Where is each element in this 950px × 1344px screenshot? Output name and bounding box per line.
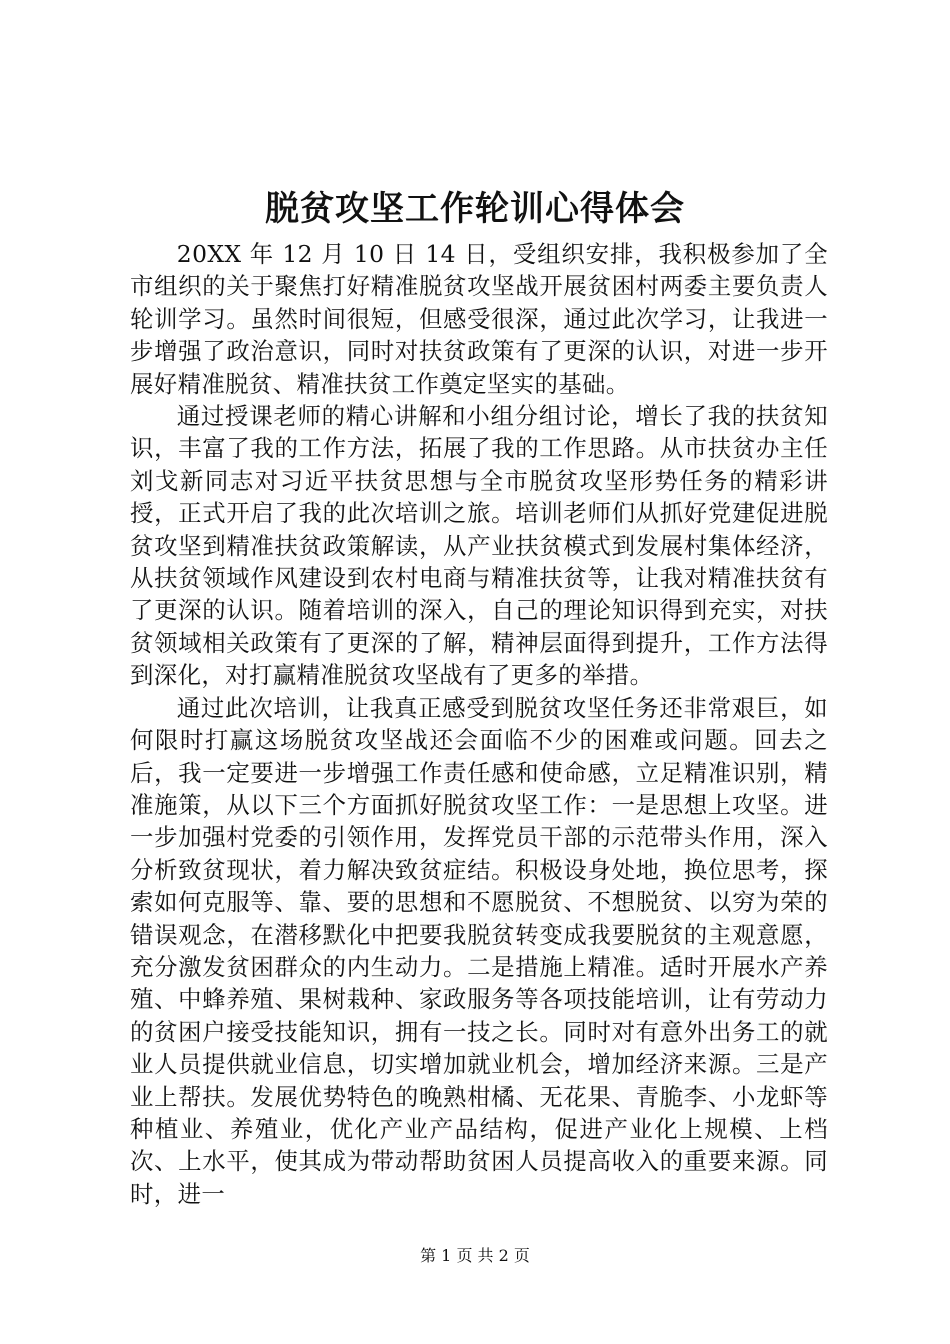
- document-body: [130, 238, 828, 1210]
- paragraph-1: 20XX 年 12 月 10 日 14 日，受组织安排，我积极参加了全市组织的关于聚焦打好精准脱贫攻坚战开展贫困村两委主要负责人轮训学习。虽然时间很短，但感受很深，通过此次学习，让我进一步增强了政治意识，同时对扶贫政策有了更深的认识，对进一步开展好精准脱贫、精准扶贫工作奠定坚实的基础。: [130, 240, 828, 398]
- page-footer: 第 1 页 共 2 页: [420, 1246, 530, 1265]
- paragraph-2: 通过授课老师的精心讲解和小组分组讨论，增长了我的扶贫知识，丰富了我的工作方法，拓展了我的工作思路。从市扶贫办主任刘戈新同志对习近平扶贫思想与全市脱贫攻坚形势任务的精彩讲授，正式开启了我的此次培训之旅。培训老师们从抓好党建促进脱贫攻坚到精准扶贫政策解读，从产业扶贫模式到发展村集体经济，从扶贫领域作风建设到农村电商与精准扶贫等，让我对精准扶贫有了更深的认识。随着培训的深入，自己的理论知识得到充实，对扶贫领域相关政策有了更深的了解，精神层面得到提升，工作方法得到深化，对打赢精准脱贫攻坚战有了更多的举措。: [130, 402, 828, 690]
- paragraph-3: 通过此次培训，让我真正感受到脱贫攻坚任务还非常艰巨，如何限时打赢这场脱贫攻坚战还会面临不少的困难或问题。回去之后，我一定要进一步增强工作责任感和使命感，立足精准识别，精准施策，从以下三个方面抓好脱贫攻坚工作：一是思想上攻坚。进一步加强村党委的引领作用，发挥党员干部的示范带头作用，深入分析致贫现状，着力解决致贫症结。积极设身处地，换位思考，探索如何克服等、靠、要的思想和不愿脱贫、不想脱贫、以穷为荣的错误观念，在潜移默化中把要我脱贫转变成我要脱贫的主观意愿，充分激发贫困群众的内生动力。二是措施上精准。适时开展水产养殖、中蜂养殖、果树栽种、家政服务等各项技能培训，让有劳动力的贫困户接受技能知识，拥有一技之长。同时对有意外出务工的就业人员提供就业信息，切实增加就业机会，增加经济来源。三是产业上帮扶。发展优势特色的晚熟柑橘、无花果、青脆李、小龙虾等种植业、养殖业，优化产业产品结构，促进产业化上规模、上档次、上水平，使其成为带动帮助贫困人员提高收入的重要来源。同时，进一: [130, 693, 828, 1208]
- document-title: 脱贫攻坚工作轮训心得体会: [265, 189, 685, 229]
